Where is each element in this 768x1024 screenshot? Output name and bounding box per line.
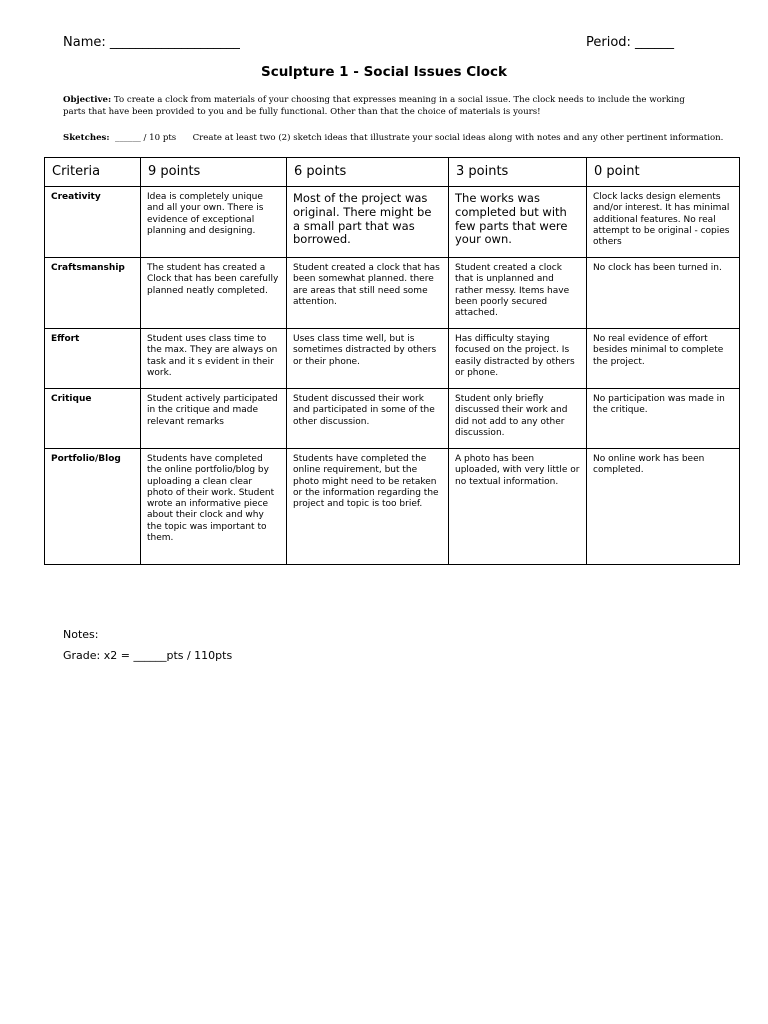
rubric-cell: Student actively participated in the critique and made relevant remarks [141, 389, 287, 449]
rubric-cell: Students have completed the online portfolio/blog by uploading a clean clear photo of their work. Student wrote an informative piece about their clock and why the topic was important to them. [141, 449, 287, 565]
table-row [45, 258, 740, 329]
header-3-points: 3 points [449, 158, 587, 187]
rubric-cell: Clock lacks design elements and/or interest. It has minimal additional features. No real attempt to be original - copies others [587, 187, 740, 258]
rubric-cell: The student has created a Clock that has been carefully planned neatly completed. [141, 258, 287, 329]
rubric-header-row [45, 158, 740, 187]
rubric-cell: Student discussed their work and participated in some of the other discussion. [287, 389, 449, 449]
rubric-cell: Student created a clock that has been somewhat planned. there are areas that still need some attention. [287, 258, 449, 329]
table-row [45, 449, 740, 565]
header-0-point: 0 point [587, 158, 740, 187]
header-6-points: 6 points [287, 158, 449, 187]
period-field: Period: ______ [586, 35, 675, 50]
sketches-label: Sketches: [63, 133, 110, 143]
objective-paragraph [63, 94, 703, 118]
rubric-cell: The works was completed but with few parts that were your own. [449, 187, 587, 258]
rubric-cell: A photo has been uploaded, with very little or no textual information. [449, 449, 587, 565]
criteria-cell: Creativity [45, 187, 141, 258]
rubric-cell: Students have completed the online requirement, but the photo might need to be retaken or the information regarding the project and topic is too brief. [287, 449, 449, 565]
criteria-cell: Effort [45, 329, 141, 389]
rubric-cell: No participation was made in the critique. [587, 389, 740, 449]
sketches-text: ______ / 10 pts Create at least two (2) sketch ideas that illustrate your social ideas along with notes and any other pertinent information. [109, 133, 724, 143]
header-9-points: 9 points [141, 158, 287, 187]
table-row [45, 329, 740, 389]
rubric-cell: No online work has been completed. [587, 449, 740, 565]
criteria-cell: Critique [45, 389, 141, 449]
page-title: Sculpture 1 - Social Issues Clock [260, 64, 508, 80]
criteria-cell: Portfolio/Blog [45, 449, 141, 565]
criteria-cell: Craftsmanship [45, 258, 141, 329]
objective-label: Objective: [63, 95, 112, 105]
rubric-cell: Student only briefly discussed their work and did not add to any other discussion. [449, 389, 587, 449]
notes-label: Notes: [63, 628, 99, 641]
rubric-table [44, 157, 740, 565]
rubric-cell: No clock has been turned in. [587, 258, 740, 329]
rubric-cell: Uses class time well, but is sometimes distracted by others or their phone. [287, 329, 449, 389]
rubric-cell: No real evidence of effort besides minimal to complete the project. [587, 329, 740, 389]
rubric-cell: Student created a clock that is unplanned and rather messy. Items have been poorly secured attached. [449, 258, 587, 329]
grade-line: Grade: x2 = ______pts / 110pts [63, 649, 233, 662]
objective-text: To create a clock from materials of your choosing that expresses meaning in a social issue. The clock needs to include the working parts that have been provided to you and be fully functional. Other than that the choice of materials is yours! [63, 95, 685, 117]
rubric-cell: Idea is completely unique and all your own. There is evidence of exceptional planning and designing. [141, 187, 287, 258]
table-row [45, 187, 740, 258]
table-row [45, 389, 740, 449]
sketches-line [63, 132, 723, 144]
name-field: Name: ____________________ [63, 35, 240, 50]
rubric-cell: Student uses class time to the max. They are always on task and it s evident in their work. [141, 329, 287, 389]
rubric-cell: Has difficulty staying focused on the project. Is easily distracted by others or phone. [449, 329, 587, 389]
rubric-cell: Most of the project was original. There might be a small part that was borrowed. [287, 187, 449, 258]
header-criteria: Criteria [45, 158, 141, 187]
